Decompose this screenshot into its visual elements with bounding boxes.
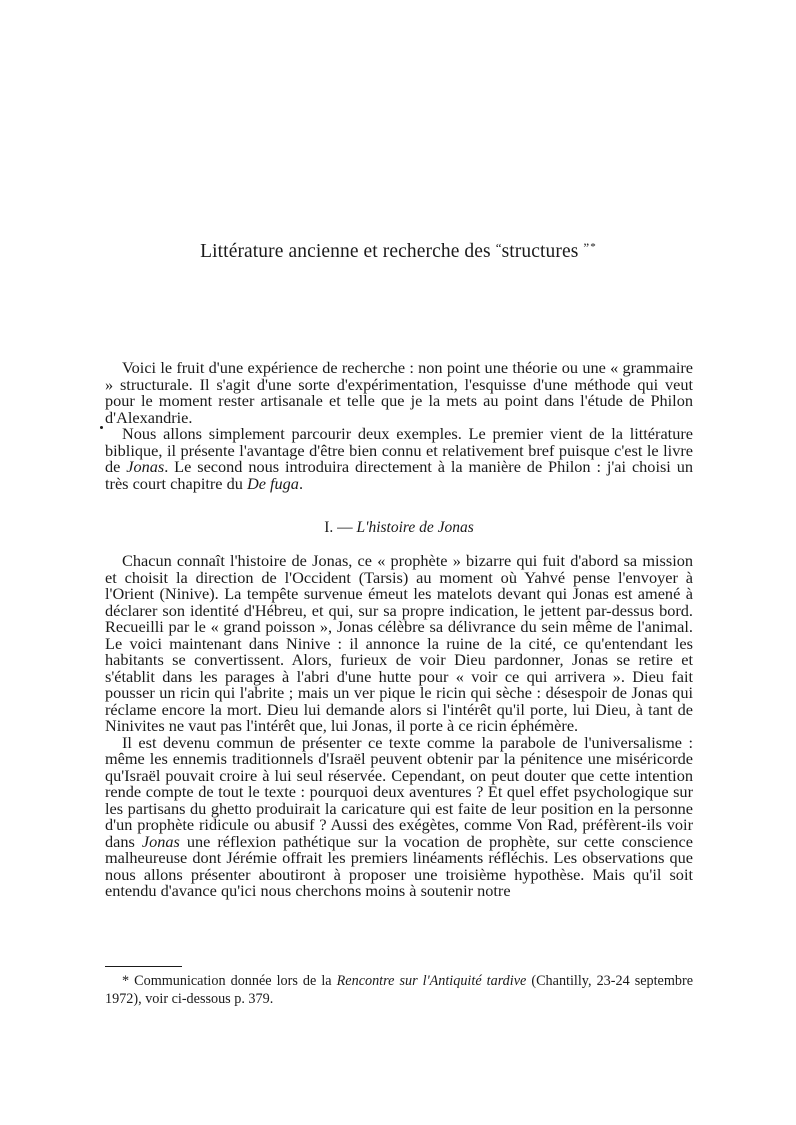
intro-paragraph-2 xyxy=(105,426,693,492)
title-quoted-word: structures xyxy=(501,241,579,262)
footnote-rule xyxy=(105,966,182,967)
section-number: I. — xyxy=(324,519,357,536)
footnote-text-a: Communication donnée lors de la xyxy=(129,973,337,989)
intro-paragraph-1: Voici le fruit d'une expérience de recherche : non point une théorie ou une « grammaire » structurale. Il s'agit d'une sorte d'expérimentation, l'esquisse d'une méthode qui veut pour le moment rester artisanale et telle que je la mets au point dans l'étude de Philon d'Alexandrie. xyxy=(105,358,693,427)
title-main: Littérature ancienne et recherche des xyxy=(200,241,491,262)
section-p2-text-b: une réflexion pathétique sur la vocation de prophète, sur cette conscience malheureuse dont Jérémie offrait les premiers linéaments réfléchis. Les observations que nous allons présenter aboutiront à proposer une troisième hypothèse. Mais qu'il soit entendu d'avance qu'ici nous cherchons moins à soutenir notre xyxy=(105,831,693,900)
footnote xyxy=(105,972,693,1008)
section-paragraph-2 xyxy=(105,732,693,900)
section-p2-italic-jonas: Jonas xyxy=(141,831,180,851)
intro-p2-text-c: . xyxy=(298,473,304,493)
intro-p2-text-b: . Le second nous introduira directement à la manière de Philon : j'ai choisi un très court chapitre du xyxy=(105,457,693,493)
footnote-marker: * xyxy=(122,973,130,989)
open-quote: “ xyxy=(495,240,502,255)
intro-p2-italic-defuga: De fuga xyxy=(246,473,299,493)
article-title xyxy=(0,240,796,263)
section-text xyxy=(105,553,693,900)
footnote-italic: Rencontre sur l'Antiquité tardive xyxy=(336,973,527,989)
intro-p2-italic-jonas: Jonas xyxy=(126,457,165,476)
margin-dot xyxy=(100,426,103,429)
title-footnote-marker: * xyxy=(590,240,596,253)
section-heading xyxy=(105,519,693,537)
footnote-text-b: (Chantilly, 23-24 septembre 1972), voir ci-dessous p. 379. xyxy=(105,973,694,1007)
section-paragraph-1: Chacun connaît l'histoire de Jonas, ce « prophète » bizarre qui fuit d'abord sa mission et choisit la direction de l'Occident (Tarsis) au moment où Yahvé pense l'envoyer à l'Orient (Ninive). La tempête survenue émeut les matelots devant qui Jonas est amené à déclarer son identité d'Hébreu, et qui, sur sa propre indication, le jettent par-dessus bord. Recueilli par le « grand poisson », Jonas célèbre sa délivrance du sein même de l'animal. Le voici maintenant dans Ninive : il annonce la ruine de la cité, ce qu'entendant les habitants se convertissent. Alors, furieux de voir Dieu pardonner, Jonas se retire et s'établit dans les parages à l'abri d'une hutte pour « voir ce qui arrivera ». Dieu fait pousser un ricin qui l'abrite ; mais un ver pique le ricin qui sèche : désespoir de Jonas qui réclame encore la mort. Dieu lui demande alors si l'intérêt qu'il porte, lui Dieu, à tant de Ninivites ne vaut pas l'intérêt que, lui Jonas, il porte à ce ricin éphémère. xyxy=(105,551,693,735)
close-quote: ” xyxy=(583,240,590,255)
section-title: L'histoire de Jonas xyxy=(356,519,474,536)
intro-text xyxy=(105,360,693,492)
intro-p2-text-a: Nous allons simplement parcourir deux exemples. Le premier vient de la littérature biblique, il présente l'avantage d'être bien connu et relativement bref puisque c'est le livre de xyxy=(105,424,693,476)
section-p2-text-a: Il est devenu commun de présenter ce texte comme la parabole de l'universalisme : même les ennemis traditionnels d'Israël peuvent obtenir par la pénitence une miséricorde qu'Israël pouvait croire à lui seul réservée. Cependant, on peut douter que cette intention rende compte de tout le texte : pourquoi deux aventures ? Et quel effet psychologique sur les partisans du ghetto produirait la caricature qui est faite de leur position en la personne d'un prophète ridicule ou abusif ? Aussi des exégètes, comme Von Rad, préfèrent-ils voir dans xyxy=(105,732,693,851)
